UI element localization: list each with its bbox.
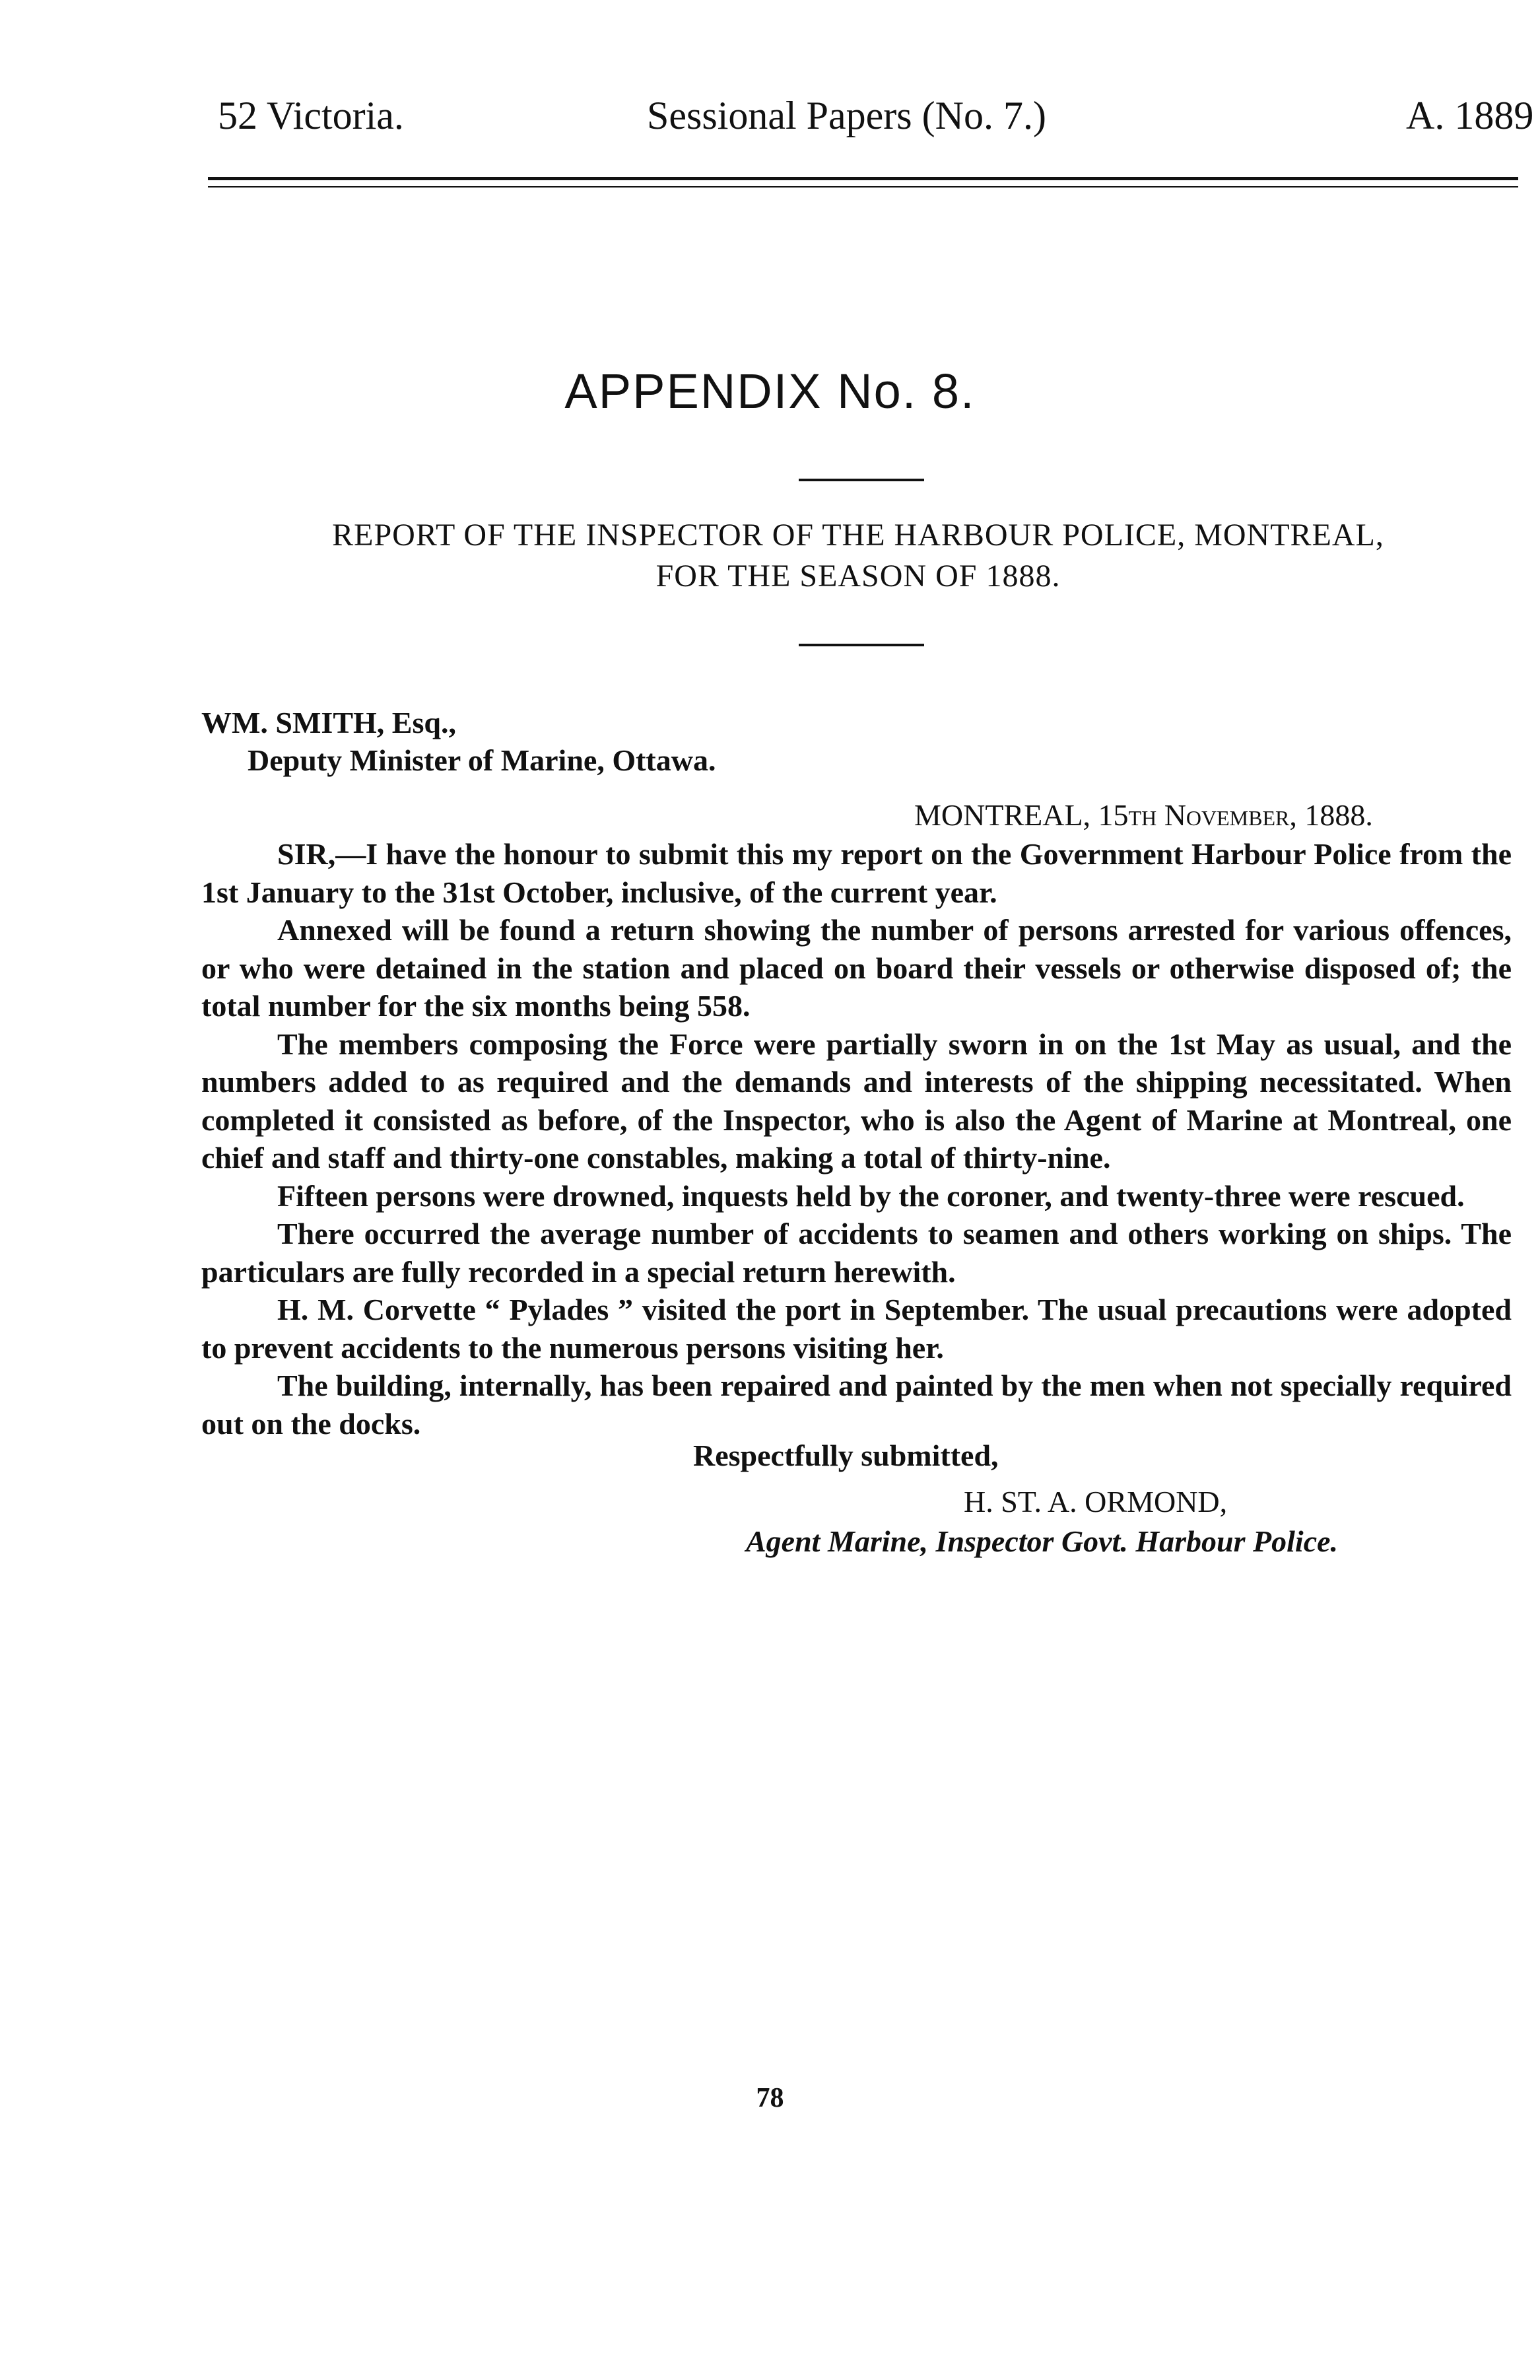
header-sessional-papers: Sessional Papers (No. 7.)	[647, 94, 1046, 137]
signoff: Respectfully submitted,	[693, 1439, 999, 1472]
addressee-title: Deputy Minister of Marine, Ottawa.	[248, 743, 716, 777]
report-title-divider	[799, 644, 924, 646]
paragraph: The building, internally, has been repaired and painted by the men when not specially required out on the docks.	[201, 1369, 1512, 1441]
paragraph: Fifteen persons were drowned, inquests held by the coroner, and twenty-three were rescued.	[277, 1178, 1465, 1213]
header-rule-thin	[208, 186, 1518, 187]
report-title-line-2: FOR THE SEASON OF 1888.	[655, 559, 1061, 594]
report-body	[201, 835, 1512, 1443]
title-divider	[799, 479, 924, 481]
addressee-name: WM. SMITH, Esq.,	[201, 706, 456, 739]
signer-title: Agent Marine, Inspector Govt. Harbour Police.	[746, 1524, 1339, 1558]
report-title	[198, 515, 1518, 597]
paragraph: H. M. Corvette “ Pylades ” visited the port in September. The usual precautions were adopted to prevent accidents to the numerous persons visiting her.	[201, 1293, 1512, 1365]
page-number: 78	[756, 2083, 784, 2113]
header-year: A. 1889	[1406, 94, 1534, 137]
report-title-line-1: REPORT OF THE INSPECTOR OF THE HARBOUR POLICE, MONTREAL,	[332, 518, 1384, 553]
paragraph: Annexed will be found a return showing the number of persons arrested for various offences, or who were detained in the station and placed on board their vessels or otherwise disposed of; the total number for the six months being 558.	[201, 913, 1512, 1023]
header-rule	[208, 177, 1518, 180]
paragraph: There occurred the average number of accidents to seamen and others working on ships. The particulars are fully recorded in a special return herewith.	[201, 1217, 1512, 1289]
paragraph: SIR,—I have the honour to submit this my report on the Government Harbour Police from the 1st January to the 31st October, inclusive, of the current year.	[201, 837, 1512, 909]
appendix-title: APPENDIX No. 8.	[564, 364, 976, 419]
paragraph: The members composing the Force were partially sworn in on the 1st May as usual, and the numbers added to as required and the demands and interests of the shipping necessitated. When completed it consisted as before, of the Inspector, who is also the Agent of Marine at Montreal, one chief and staff and thirty-one constables, making a total of thirty-nine.	[201, 1027, 1512, 1174]
signer-name: H. ST. A. ORMOND,	[964, 1485, 1228, 1518]
dateline: MONTREAL, 15th November, 1888.	[914, 798, 1373, 832]
header-session: 52 Victoria.	[218, 94, 404, 137]
